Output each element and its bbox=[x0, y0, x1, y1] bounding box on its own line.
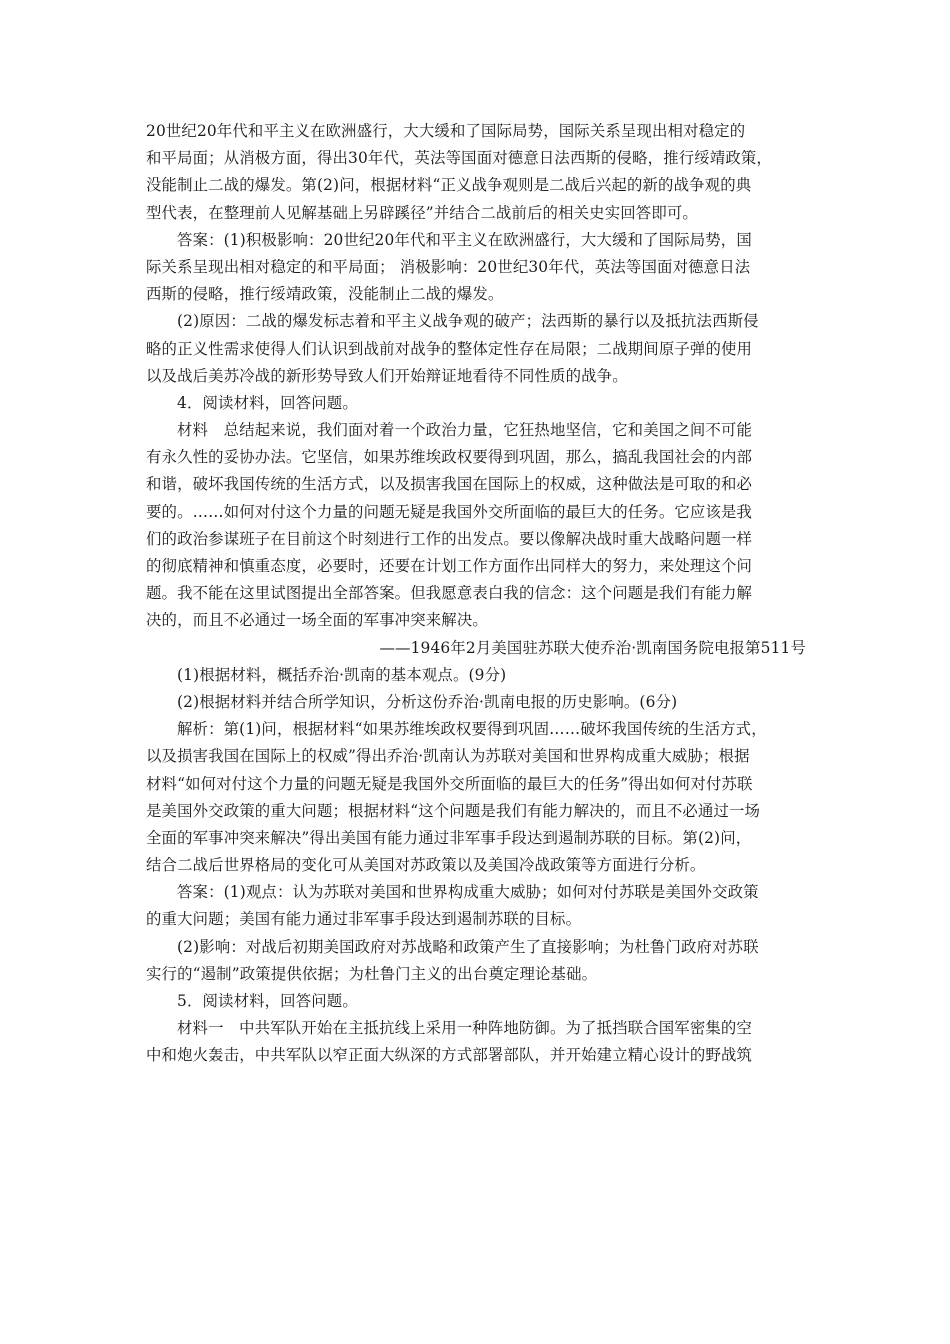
text-line: 材料“如何对付这个力量的问题无疑是我国外交所面临的最巨大的任务”得出如何对付苏联 bbox=[146, 774, 753, 793]
text-line: 没能制止二战的爆发。第(2)问，根据材料“正义战争观则是二战后兴起的新的战争观的典 bbox=[146, 176, 752, 195]
text-line: 中和炮火轰击，中共军队以窄正面大纵深的方式部署部队，并开始建立精心设计的野战筑 bbox=[146, 1046, 753, 1065]
text-line: 结合二战后世界格局的变化可从美国对苏政策以及美国冷战政策等方面进行分析。 bbox=[146, 856, 706, 875]
text-line: 要的。……如何对付这个力量的问题无疑是我国外交所面临的最巨大的任务。它应该是我 bbox=[146, 502, 753, 521]
text-line: 答案：(1)观点：认为苏联对美国和世界构成重大威胁；如何对付苏联是美国外交政策 bbox=[177, 883, 759, 902]
text-line: 5．阅读材料，回答问题。 bbox=[177, 992, 358, 1010]
text-line: 有永久性的妥协办法。它坚信，如果苏维埃政权要得到巩固，那么，搞乱我国社会的内部 bbox=[146, 448, 753, 467]
text-line: 答案：(1)积极影响：20世纪20年代和平主义在欧洲盛行，大大缓和了国际局势，国 bbox=[177, 230, 752, 249]
text-line: 略的正义性需求使得人们认识到战前对战争的整体定性存在局限；二战期间原子弹的使用 bbox=[146, 339, 753, 358]
text-line: 和平局面；从消极方面，得出30年代，英法等国面对德意日法西斯的侵略，推行绥靖政策， bbox=[146, 149, 772, 168]
text-line: 实行的“遏制”政策提供依据；为杜鲁门主义的出台奠定理论基础。 bbox=[146, 964, 598, 983]
text-line: (1)根据材料，概括乔治·凯南的基本观点。(9分) bbox=[177, 665, 507, 684]
text-line: 型代表，在整理前人见解基础上另辟蹊径”并结合二战前后的相关史实回答即可。 bbox=[146, 203, 698, 222]
text-line: 20世纪20年代和平主义在欧洲盛行，大大缓和了国际局势，国际关系呈现出相对稳定的 bbox=[146, 122, 746, 140]
text-line: 以及战后美苏冷战的新形势导致人们开始辩证地看待不同性质的战争。 bbox=[146, 366, 628, 385]
text-line: 解析：第(1)问，根据材料“如果苏维埃政权要得到巩固……破坏我国传统的生活方式， bbox=[177, 720, 767, 739]
text-line: 以及损害我国在国际上的权威”得出乔治·凯南认为苏联对美国和世界构成重大威胁；根据 bbox=[146, 747, 750, 766]
text-line: 们的政治参谋班子在目前这个时刻进行工作的出发点。要以像解决战时重大战略问题一样 bbox=[146, 529, 753, 548]
text-line: 际关系呈现出相对稳定的和平局面； 消极影响：20世纪30年代，英法等国面对德意日法 bbox=[146, 257, 751, 276]
text-line: 的重大问题；美国有能力通过非军事手段达到遏制苏联的目标。 bbox=[146, 910, 582, 929]
text-line: 是美国外交政策的重大问题；根据材料“这个问题是我们有能力解决的，而且不必通过一场 bbox=[146, 801, 761, 820]
text-line: 和谐，破坏我国传统的生活方式，以及损害我国在国际上的权威，这种做法是可取的和必 bbox=[146, 475, 753, 494]
text-line: 决的，而且不必通过一场全面的军事冲突来解决。 bbox=[146, 611, 488, 630]
text-line: (2)原因：二战的爆发标志着和平主义战争观的破产；法西斯的暴行以及抵抗法西斯侵 bbox=[177, 312, 759, 331]
text-line: 材料 总结起来说，我们面对着一个政治力量，它狂热地坚信，它和美国之间不可能 bbox=[177, 421, 753, 440]
text-line: 题。我不能在这里试图提出全部答案。但我愿意表白我的信念：这个问题是我们有能力解 bbox=[146, 584, 753, 603]
text-line: (2)影响：对战后初期美国政府对苏战略和政策产生了直接影响；为杜鲁门政府对苏联 bbox=[177, 937, 759, 956]
text-line: 4．阅读材料，回答问题。 bbox=[177, 393, 358, 412]
text-line: 的彻底精神和慎重态度，必要时，还要在计划工作方面作出同样大的努力，来处理这个问 bbox=[146, 557, 753, 575]
text-line: 西斯的侵略，推行绥靖政策，没能制止二战的爆发。 bbox=[146, 285, 504, 304]
text-line: ——1946年2月美国驻苏联大使乔治·凯南国务院电报第511号 bbox=[379, 638, 806, 657]
text-line: 全面的军事冲突来解决”得出美国有能力通过非军事手段达到遏制苏联的目标。第(2)问， bbox=[146, 828, 752, 847]
text-line: 材料一 中共军队开始在主抵抗线上采用一种阵地防御。为了抵挡联合国军密集的空 bbox=[177, 1019, 753, 1038]
text-line: (2)根据材料并结合所学知识，分析这份乔治·凯南电报的历史影响。(6分) bbox=[177, 692, 678, 711]
document-body bbox=[146, 118, 810, 1070]
